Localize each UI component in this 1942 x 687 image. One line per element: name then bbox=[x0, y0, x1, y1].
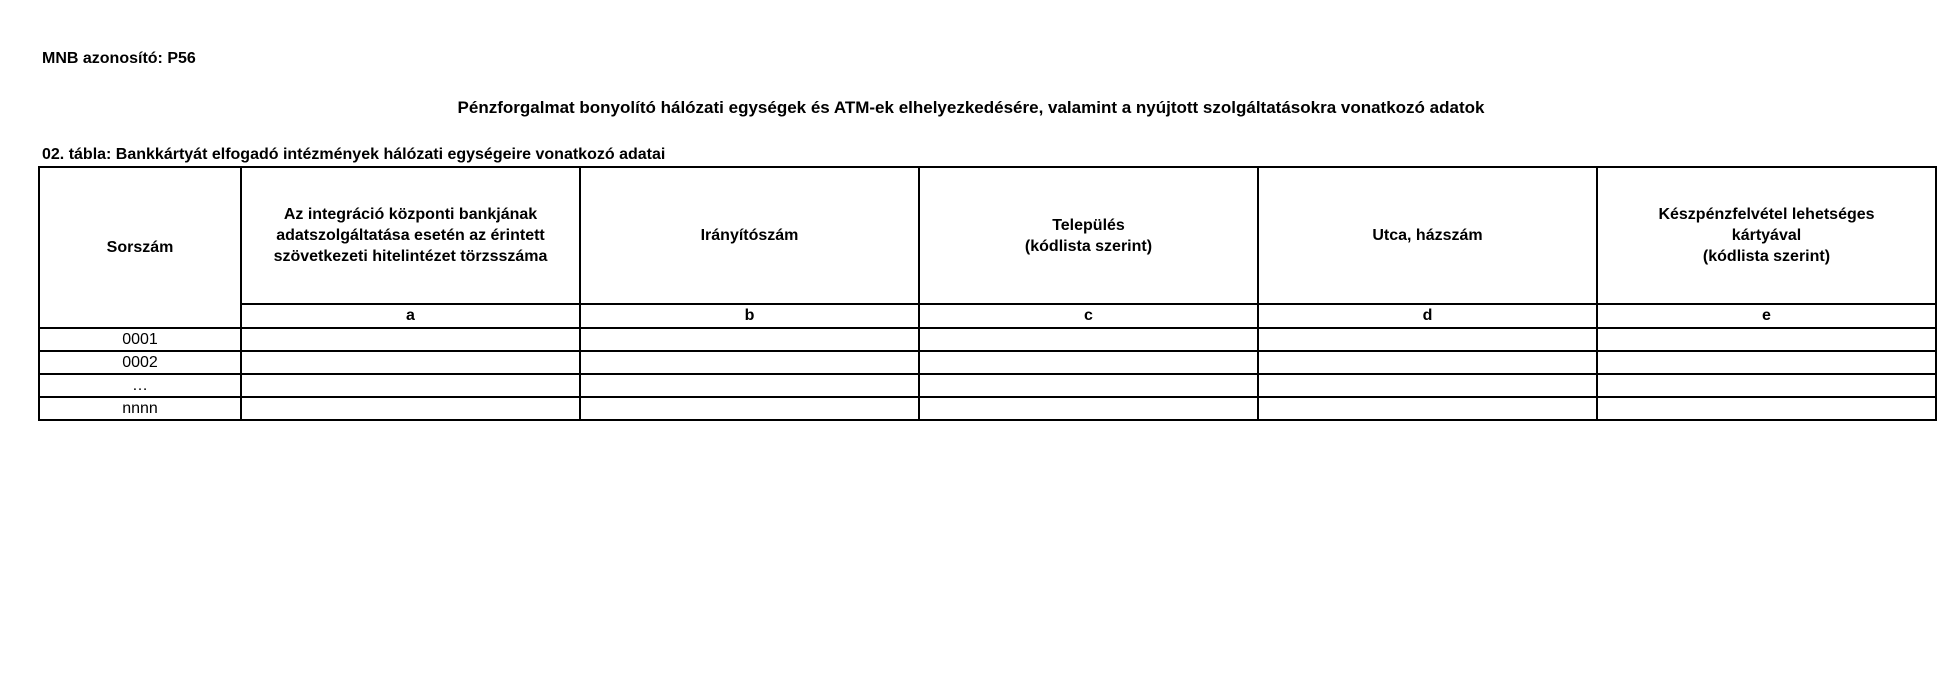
header-col-e-line: Készpénzfelvétel lehetséges bbox=[1658, 206, 1875, 223]
data-table bbox=[38, 166, 1937, 421]
header-col-d bbox=[1258, 167, 1597, 304]
table-cell[interactable] bbox=[241, 374, 580, 397]
table-cell[interactable] bbox=[1258, 328, 1597, 351]
header-col-a-line: adatszolgáltatása esetén az érintett bbox=[276, 227, 545, 244]
row-serial: … bbox=[39, 374, 241, 397]
page-title: Pénzforgalmat bonyolító hálózati egységek és ATM-ek elhelyezkedésére, valamint a nyújtott szolgáltatásokra vonatkozó adatok bbox=[457, 98, 1485, 117]
mnb-identifier: MNB azonosító: P56 bbox=[42, 50, 196, 67]
table-cell[interactable] bbox=[1258, 351, 1597, 374]
header-row bbox=[39, 167, 1936, 304]
header-col-a bbox=[241, 167, 580, 304]
table-cell[interactable] bbox=[580, 397, 919, 420]
table-cell[interactable] bbox=[919, 351, 1258, 374]
header-col-b-line: Irányítószám bbox=[700, 227, 799, 244]
column-letter: d bbox=[1258, 304, 1597, 328]
table-caption: 02. tábla: Bankkártyát elfogadó intézmények hálózati egységeire vonatkozó adatai bbox=[42, 146, 666, 163]
table-cell[interactable] bbox=[241, 351, 580, 374]
table-row bbox=[39, 328, 1936, 351]
table-cell[interactable] bbox=[241, 397, 580, 420]
table-cell[interactable] bbox=[1597, 397, 1936, 420]
table-cell[interactable] bbox=[1597, 374, 1936, 397]
table-row bbox=[39, 374, 1936, 397]
column-letter: e bbox=[1597, 304, 1936, 328]
header-col-c bbox=[919, 167, 1258, 304]
table-cell[interactable] bbox=[1258, 397, 1597, 420]
row-serial: nnnn bbox=[39, 397, 241, 420]
header-col-e-line: (kódlista szerint) bbox=[1702, 248, 1831, 265]
header-col-d-line: Utca, házszám bbox=[1372, 227, 1483, 244]
column-letter-row bbox=[39, 304, 1936, 328]
table-cell[interactable] bbox=[580, 351, 919, 374]
column-letter: a bbox=[241, 304, 580, 328]
column-letter: c bbox=[919, 304, 1258, 328]
header-col-e-line: kártyával bbox=[1731, 227, 1802, 244]
column-letter: b bbox=[580, 304, 919, 328]
header-col-b bbox=[580, 167, 919, 304]
table-cell[interactable] bbox=[580, 374, 919, 397]
row-serial: 0002 bbox=[39, 351, 241, 374]
table-cell[interactable] bbox=[241, 328, 580, 351]
table-cell[interactable] bbox=[580, 328, 919, 351]
header-col-c-line: (kódlista szerint) bbox=[1024, 237, 1153, 255]
table-cell[interactable] bbox=[1258, 374, 1597, 397]
table-cell[interactable] bbox=[1597, 351, 1936, 374]
table-row bbox=[39, 397, 1936, 420]
table-row bbox=[39, 351, 1936, 374]
table-cell[interactable] bbox=[1597, 328, 1936, 351]
table-cell[interactable] bbox=[919, 397, 1258, 420]
table-cell[interactable] bbox=[919, 328, 1258, 351]
header-col-a-line: szövetkezeti hitelintézet törzsszáma bbox=[273, 248, 548, 265]
header-col-e bbox=[1597, 167, 1936, 304]
table-cell[interactable] bbox=[919, 374, 1258, 397]
header-col-c-line: Település bbox=[1052, 216, 1125, 234]
header-serial: Sorszám bbox=[39, 167, 241, 328]
header-col-a-line: Az integráció központi bankjának bbox=[283, 206, 538, 223]
row-serial: 0001 bbox=[39, 328, 241, 351]
